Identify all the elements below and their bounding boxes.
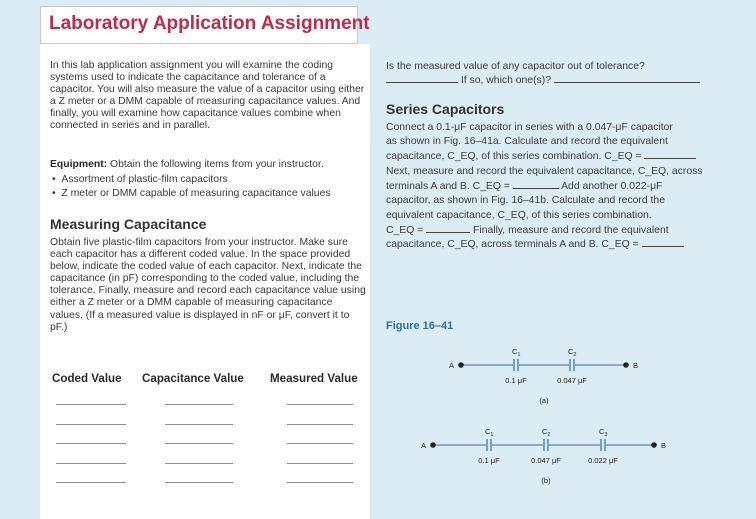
series-line: Connect a 0.1-μF capacitor in series with a 0.047-μF capacitor <box>386 122 673 133</box>
capacitor-value: 0.022 μF <box>588 456 618 465</box>
terminal-b <box>623 362 629 368</box>
series-line-row: capacitance, C_EQ, of this series combination. C_EQ = <box>386 151 704 163</box>
capacitor-subscript: 3 <box>604 432 608 438</box>
series-heading: Series Capacitors <box>386 101 505 117</box>
terminal-a-label: A <box>421 441 427 450</box>
page-title: Laboratory Application Assignment <box>49 13 370 34</box>
measuring-paragraph: Obtain five plastic-film capacitors from your instructor. Make sure each capacitor has a different coded value. In the space provided below, indicate the coded value of each capacitor. Next, indicate the capacitance (in pF) corresponding to the coded value, including the tolerance. Finally, measure and record each capacitance value using either a Z meter or a DMM capable of measuring capacitance values. (If a measured value is displayed in nF or μF, convert it to pF.) <box>50 237 366 333</box>
circuit-b <box>421 427 666 485</box>
col-header-coded: Coded Value <box>52 372 122 385</box>
series-line: equivalent capacitance, C_EQ, of this series combination. <box>386 210 652 221</box>
series-line: as shown in Fig. 16–41a. Calculate and record the equivalent <box>386 136 668 147</box>
capacitor-name: $C_2$ <box>542 427 551 438</box>
equipment-text: Obtain the following items from your instructor. <box>110 159 324 170</box>
capacitor-value: 0.047 μF <box>557 376 587 385</box>
measuring-heading: Measuring Capacitance <box>50 216 207 232</box>
equipment-label: Equipment: <box>50 159 108 170</box>
terminal-b <box>651 442 657 448</box>
capacitor-subscript: 1 <box>517 352 521 358</box>
terminal-b-label: B <box>633 361 639 370</box>
intro-paragraph: In this lab application assignment you will examine the coding systems used to indicate the capacitance and tolerance of a capacitor. You will also measure the value of a capacitor using either a Z meter or a DMM capable of measuring capacitance values. And finally, you will examine how capacitance values combine when connected in series and in parallel. <box>50 60 365 132</box>
capacitor-name: $C_2$ <box>568 347 577 358</box>
capacitor-name: $C_3$ <box>599 427 608 438</box>
series-line-row: capacitance, C_EQ, across terminals A and B. C_EQ = <box>386 239 704 251</box>
series-line-row: C_EQ = Finally, measure and record the equivalent <box>386 225 669 236</box>
terminal-a <box>458 362 464 368</box>
series-line: capacitor, as shown in Fig. 16–41b. Calculate and record the <box>386 195 665 206</box>
tolerance-q1: Is the measured value of any capacitor out of tolerance? <box>386 61 645 72</box>
col-header-capacitance: Capacitance Value <box>142 372 244 385</box>
circuit-a <box>449 347 638 405</box>
col-header-measured: Measured Value <box>270 372 358 385</box>
figure-label: Figure 16–41 <box>386 320 454 332</box>
figure-caption: (b) <box>541 476 551 485</box>
series-line: Next, measure and record the equivalent capacitance, C_EQ, across <box>386 166 703 177</box>
terminal-a-label: A <box>449 361 455 370</box>
capacitor-value: 0.1 μF <box>478 456 500 465</box>
terminal-a <box>430 442 436 448</box>
list-item: • Assortment of plastic-film capacitors <box>52 173 228 185</box>
list-item: • Z meter or DMM capable of measuring capacitance values <box>52 188 331 199</box>
series-line-row: terminals A and B. C_EQ = Add another 0.022-μF <box>386 181 663 192</box>
terminal-b-label: B <box>661 441 667 450</box>
capacitor-value: 0.1 μF <box>505 376 527 385</box>
capacitor-subscript: 1 <box>490 432 494 438</box>
tolerance-q2: If so, which one(s)? <box>460 75 551 86</box>
capacitor-subscript: 2 <box>573 352 577 358</box>
figure-caption: (a) <box>539 396 549 405</box>
capacitor-value: 0.047 μF <box>531 456 561 465</box>
capacitor-name: $C_1$ <box>512 347 521 358</box>
capacitor-subscript: 2 <box>547 432 551 438</box>
capacitor-name: $C_1$ <box>485 427 494 438</box>
